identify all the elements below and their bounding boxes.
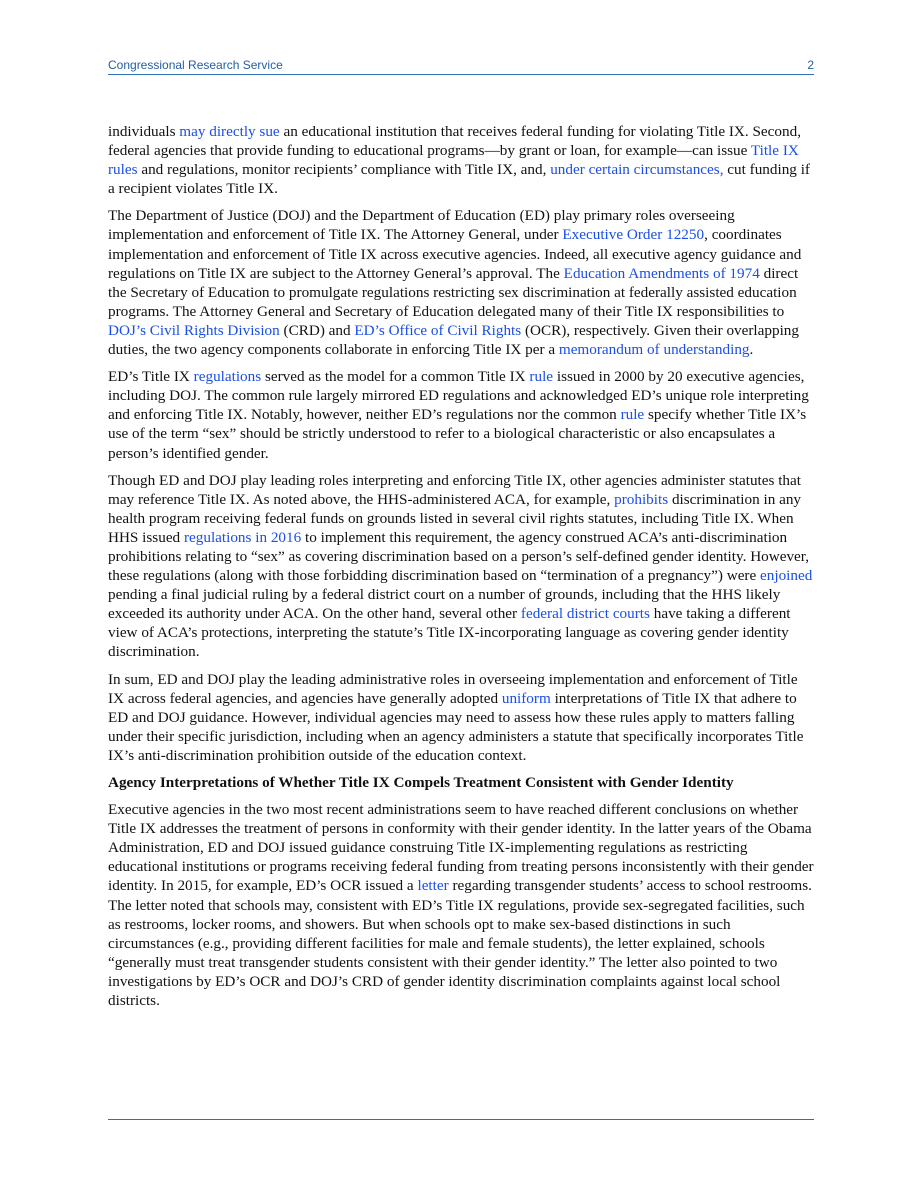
link-education-amendments-1974[interactable]: Education Amendments of 1974: [563, 264, 760, 282]
link-regulations[interactable]: regulations: [193, 368, 262, 386]
link-memorandum-of-understanding[interactable]: memorandum of understanding: [558, 341, 750, 359]
text: (CRD) and: [279, 321, 355, 339]
link-letter[interactable]: letter: [417, 877, 449, 895]
paragraph-3: [108, 367, 814, 462]
text: to implement this requirement, the agency construed ACA’s anti-discrimination prohibitions relating to “sex” as covering discrimination based on a person’s self-defined gender identity. However, these regulations (along with those forbidding discrimination based on “termination of a pregnancy”) were: [108, 528, 810, 585]
footer-divider: [108, 1119, 814, 1120]
text: Executive agencies in the two most recent administrations seem to have reached different conclusions on whether Title IX addresses the treatment of persons in conformity with their gender identity. In the latter years of the Obama Administration, ED and DOJ issued guidance construing Title IX-implementing regulations as restricting educational institutions or programs receiving federal funding from treating persons inconsistently with their gender identity. In 2015, for example, ED’s OCR issued a: [108, 801, 814, 895]
text: interpretations of Title IX that adhere to ED and DOJ guidance. However, individual agencies may need to assess how these rules apply to matters falling under their specific jurisdiction, including when an agency administers a statute that specifically incorporates Title IX’s anti-discrimination prohibition outside of the education context.: [108, 689, 804, 764]
paragraph-4: [108, 471, 814, 662]
paragraph-5: [108, 670, 814, 765]
link-rule[interactable]: rule: [529, 368, 554, 386]
text: In sum, ED and DOJ play the leading administrative roles in overseeing implementation and enforcement of Title IX across federal agencies, and agencies have generally adopted: [108, 670, 798, 707]
text: direct the Secretary of Education to promulgate regulations restricting sex discrimination at federally assisted education programs. The Attorney General and Secretary of Education delegated many of their Title IX responsibilities to: [108, 264, 799, 320]
text: an educational institution that receives federal funding for violating Title IX. Second, federal agencies that provide funding to educational programs—by grant or loan, for example—can issue: [108, 123, 801, 160]
document-body: [108, 122, 814, 1018]
text: .: [749, 341, 754, 359]
text: issued in 2000 by 20 executive agencies, including DOJ. The common rule largely mirrored ED regulations and acknowledged ED’s unique role interpreting and enforcing Title IX. Notably, however, neither ED’s regulations nor the common: [108, 368, 809, 424]
paragraph-2: [108, 206, 814, 359]
link-doj-civil-rights-division[interactable]: DOJ’s Civil Rights Division: [108, 321, 280, 339]
link-under-certain-circumstances[interactable]: under certain circumstances,: [550, 161, 724, 179]
text: discrimination in any health program receiving federal funds on grounds listed in several civil rights statutes, including Title IX. When HHS issued: [108, 490, 802, 546]
link-uniform[interactable]: uniform: [501, 689, 551, 707]
text: , coordinates implementation and enforcement of Title IX across executive agencies. Indeed, all executive agency guidance and regulations on Title IX are subject to the Attorney General’s approval. The: [108, 226, 802, 282]
text: regarding transgender students’ access to school restrooms. The letter noted that schools may, consistent with ED’s Title IX regulations, provide sex-segregated facilities, such as restrooms, locker rooms, and showers. But when schools opt to make sex-based distinctions in such circumstances (e.g., providing different facilities for male and female students), the letter explained, schools “generally must treat transgender students consistent with their gender identity.” The letter also pointed to two investigations by ED’s OCR and DOJ’s CRD of gender identity discrimination complaints against local school districts.: [108, 877, 812, 1010]
link-enjoined[interactable]: enjoined: [760, 567, 813, 585]
text: ED’s Title IX: [108, 368, 194, 386]
text: Though ED and DOJ play leading roles interpreting and enforcing Title IX, other agencies administer statutes that may reference Title IX. As noted above, the HHS-administered ACA, for example,: [108, 471, 801, 508]
running-header: [108, 58, 814, 75]
text: individuals: [108, 123, 180, 140]
link-executive-order-12250[interactable]: Executive Order 12250: [562, 226, 705, 244]
link-may-directly-sue[interactable]: may directly sue: [179, 123, 280, 140]
text: and regulations, monitor recipients’ compliance with Title IX, and,: [137, 161, 551, 179]
text: (OCR), respectively. Given their overlapping duties, the two agency components collaborate in enforcing Title IX per a: [108, 321, 799, 359]
paragraph-6: [108, 800, 814, 1010]
paragraph-1: [108, 122, 814, 198]
section-heading: Agency Interpretations of Whether Title IX Compels Treatment Consistent with Gender Identity: [108, 774, 734, 791]
link-regulations-in-2016[interactable]: regulations in 2016: [183, 528, 302, 546]
text: pending a final judicial ruling by a federal district court on a number of grounds, including that the HHS likely exceeded its authority under ACA. On the other hand, several other: [108, 586, 781, 623]
page-number: 2: [807, 58, 814, 72]
link-common-rule[interactable]: rule: [620, 406, 645, 424]
link-title-ix-rules[interactable]: Title IX rules: [108, 142, 799, 179]
text: The Department of Justice (DOJ) and the Department of Education (ED) play primary roles overseeing implementation and enforcement of Title IX. The Attorney General, under: [108, 207, 735, 244]
header-organization: Congressional Research Service: [108, 58, 283, 72]
text: served as the model for a common Title IX: [261, 368, 530, 386]
text: specify whether Title IX’s use of the term “sex” should be strictly understood to refer to a biological characteristic or also encapsulates a person’s identified gender.: [108, 406, 807, 462]
text: cut funding if a recipient violates Title IX.: [108, 161, 810, 198]
link-prohibits[interactable]: prohibits: [614, 490, 669, 508]
link-ed-office-civil-rights[interactable]: ED’s Office of Civil Rights: [354, 321, 522, 339]
link-federal-district-courts[interactable]: federal district courts: [520, 605, 650, 623]
text: have taking a different view of ACA’s protections, interpreting the statute’s Title IX-incorporating language as covering gender identity discrimination.: [108, 605, 791, 661]
